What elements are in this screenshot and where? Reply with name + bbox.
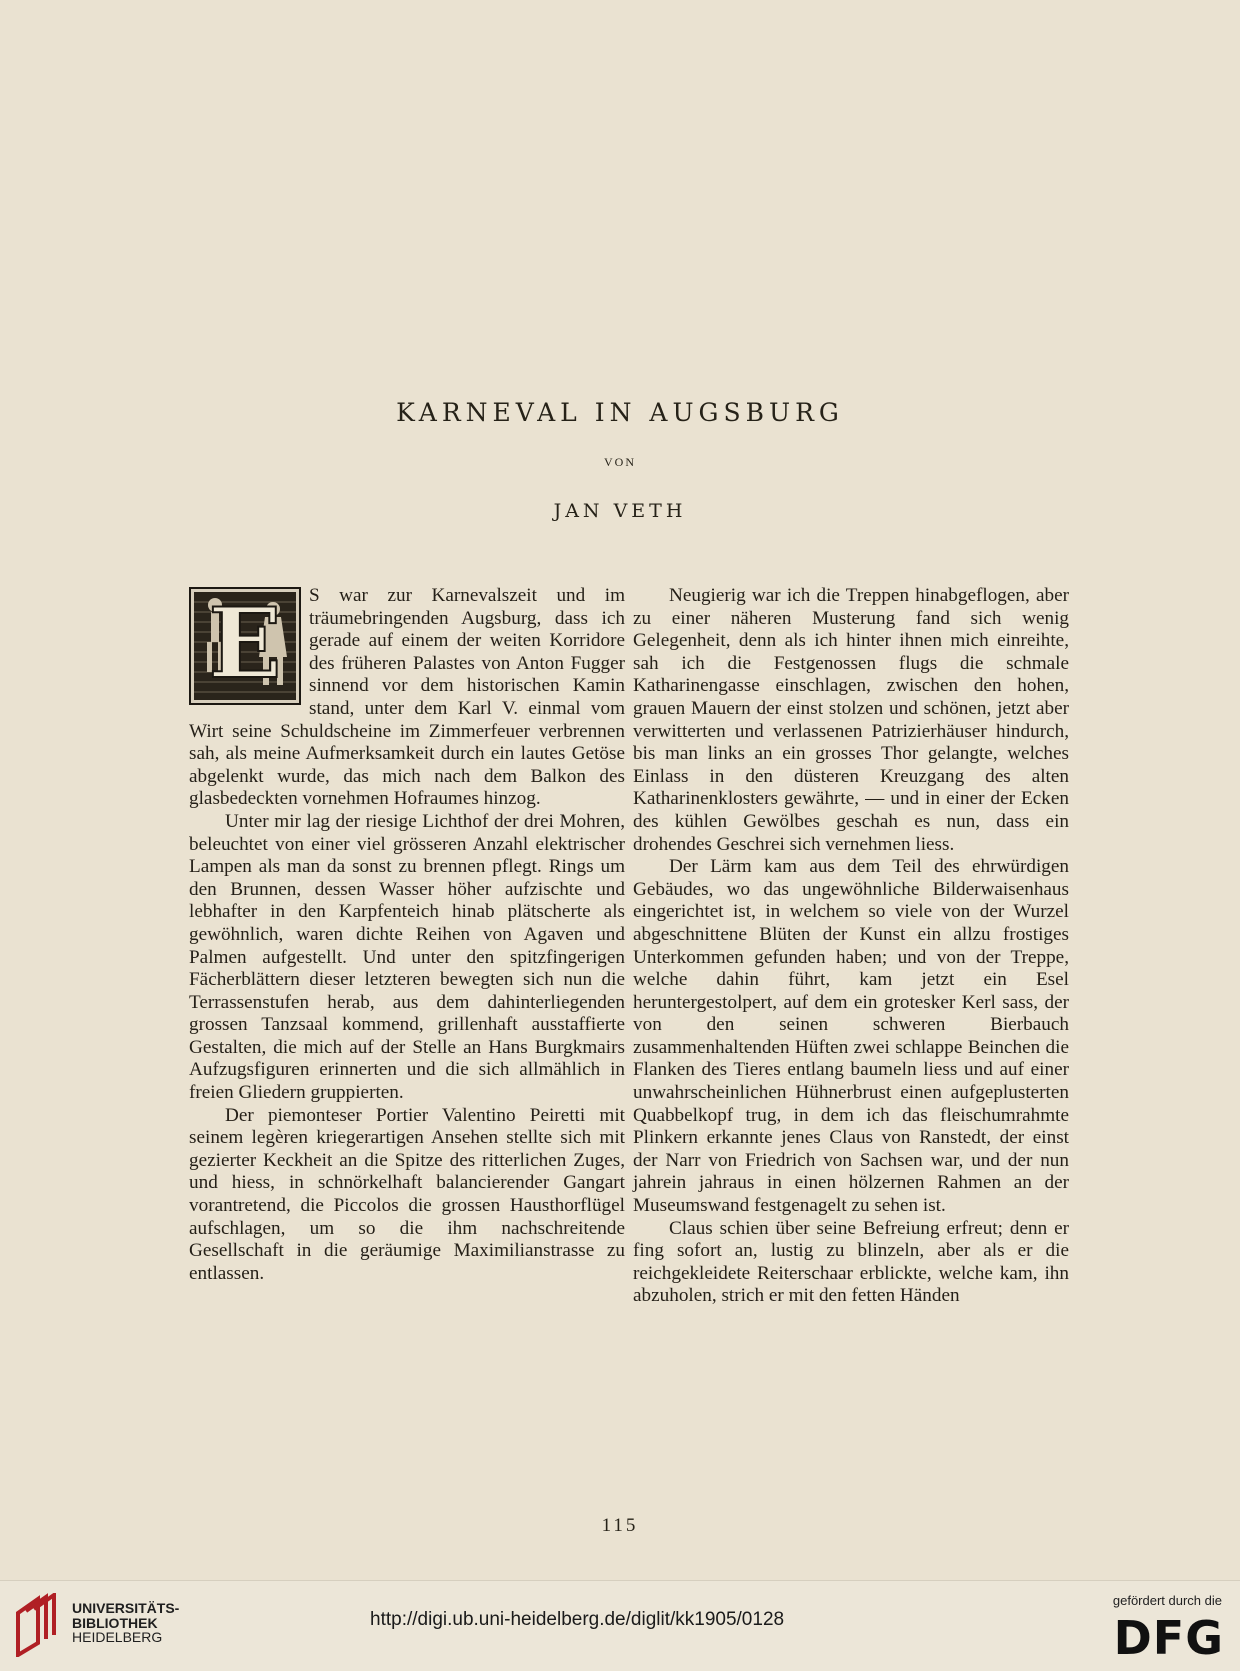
left-column	[189, 585, 625, 1285]
byline-prefix: VON	[604, 455, 636, 469]
paragraph: S war zur Karnevalszeit und im träumebringenden Augsburg, dass ich gerade auf einem der weiten Korridore des früheren Palastes von Anton Fugger sinnend vor dem historischen Kamin stand, unter dem Karl V. einmal vom Wirt seine Schuldscheine im Zimmerfeuer verbrennen sah, als meine Aufmerksamkeit durch ein lautes Getöse abgelenkt wurde, das mich nach dem Balkon des glasbedeckten vornehmen Hofraumes hinzog.	[189, 585, 625, 810]
paragraph: Der piemonteser Portier Valentino Peiretti mit seinem legèren kriegerartigen Ansehen stellte sich mit gezierter Keckheit an die Spitze des ritterlichen Zuges, und hiess, in schnörkelhaft balancierender Gangart vorantretend, die Piccolos die grossen Hausthorflügel aufschlagen, um so die ihm nachschreitende Gesellschaft in die geräumige Maximilianstrasse zu entlassen.	[189, 1104, 625, 1284]
footer-bar	[0, 1580, 1240, 1671]
paragraph: Neugierig war ich die Treppen hinabgeflogen, aber zu einer näheren Musterung fand sich wenig Gelegenheit, denn als ich hinter ihnen mich einreihte, sah ich die Festgenossen flugs die schmale Katharinengasse einschlagen, zwischen den hohen, grauen Mauern der einst stolzen und schönen, jetzt aber verwitterten und verlassenen Patrizierhäuser hindurch, bis man links an ein grosses Thor gelangte, welches Einlass in den düsteren Kreuzgang des alten Katharinenklosters gewährte, — und in einer der Ecken des kühlen Gewölbes geschah es nun, dass ein drohendes Geschrei sich vernehmen liess.	[633, 585, 1069, 855]
funding-text: gefördert durch die	[1112, 1593, 1222, 1608]
right-column	[633, 585, 1069, 1308]
article-title: KARNEVAL IN AUGSBURG	[396, 398, 844, 427]
dfg-logo[interactable]: DFG	[1113, 1611, 1224, 1665]
page-number: 115	[601, 1515, 639, 1536]
ub-heidelberg-logo-icon[interactable]	[12, 1593, 68, 1657]
paragraph: Der Lärm kam aus dem Teil des ehrwürdigen Gebäudes, wo das ungewöhnliche Bilderwaisenhaus eingerichtet ist, in welchem so viele von der Wurzel abgeschnittene Blüten der Kunst ein allzu frostiges Unterkommen gefunden haben; und von der Treppe, welche dahin führt, kam jetzt ein Esel heruntergestolpert, auf dem ein grotesker Kerl sass, der von den seinen schweren Bierbauch zusammenhaltenden Hüften zwei schlappe Beinchen die Flanken des Tieres entlang baumeln liess und auf einer unwahrscheinlichen Hühnerbrust einen aufgeplusterten Quabbelkopf trug, in dem ich das fleischumrahmte Plinkern erkannte jenes Claus von Ranstedt, der einst der Narr von Friedrich von Sachsen war, und der nun jahrein jahraus in einen hölzernen Rahmen an der Museumswand festgenagelt zu sehen ist.	[633, 856, 1069, 1217]
paragraph: Claus schien über seine Befreiung erfreut; denn er fing sofort an, lustig zu blinzeln, aber als er die reichgekleidete Reiterschaar erblickte, welche kam, ihn abzuholen, strich er mit den fetten Händen	[633, 1217, 1069, 1307]
paragraph: Unter mir lag der riesige Lichthof der drei Mohren, beleuchtet von einer viel grösseren Anzahl elektrischer Lampen als man da sonst zu brennen pflegt. Rings um den Brunnen, dessen Wasser höher aufzischte und lebhafter in den Karpfenteich hinab plätscherte als gewöhnlich, waren dichte Reihen von Agaven und Palmen aufgestellt. Und unter den spitzfingerigen Fächerblättern dieser letzteren bewegten sich nun die Terrassenstufen herab, aus dem dahinterliegenden grossen Tanzsaal kommend, grillenhaft ausstaffierte Gestalten, die mich auf der Stelle an Hans Burgkmairs Aufzugsfiguren erinnerten und die sich allmählich in freien Gliedern gruppierten.	[189, 810, 625, 1104]
article-author: JAN VETH	[553, 500, 687, 522]
permalink-url[interactable]: http://digi.ub.uni-heidelberg.de/diglit/kk1905/0128	[370, 1609, 785, 1630]
svg-text:E: E	[208, 587, 282, 700]
library-name: UNIVERSITÄTS- BIBLIOTHEK HEIDELBERG	[72, 1600, 180, 1645]
woodcut-initial-e-icon	[189, 587, 301, 705]
